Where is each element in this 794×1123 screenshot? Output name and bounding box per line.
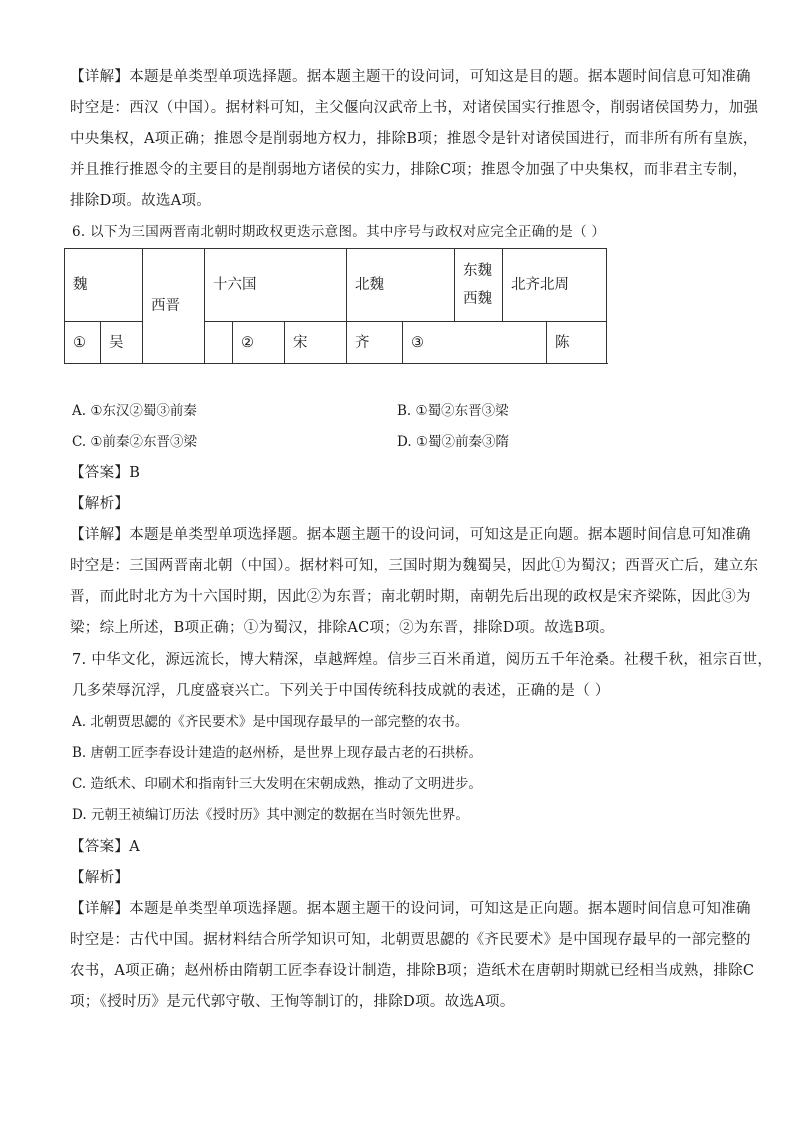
q7-analysis-label: 【解析】 (70, 870, 130, 886)
q5-explain-line: 【详解】本题是单类型单项选择题。据本题主题干的设问词，可知这是目的题。据本题时间信息可知准确 (70, 69, 751, 85)
cell-dongwei: 东魏 (463, 263, 492, 279)
q6-option-c: C. ①前秦②东晋③梁 (72, 434, 198, 450)
q5-explain-line: 并且推行推恩令的主要目的是削弱地方诸侯的实力，排除C项；推恩令加强了中央集权，而非君主专制， (70, 162, 748, 178)
q5-explain-line: 中央集权，A项正确；推恩令是削弱地方权力，排除B项；推恩令是针对诸侯国进行，而非所有所有皇族， (70, 131, 758, 147)
q6-stem: 6. 以下为三国两晋南北朝时期政权更迭示意图。其中序号与政权对应完全正确的是（ ） (72, 224, 606, 240)
q6-explain-line: 晋，而此时北方为十六国时期，因此②为东晋；南北朝时期，南朝先后出现的政权是宋齐梁陈，因此③为 (70, 589, 751, 605)
q6-option-a: A. ①东汉②蜀③前秦 (72, 403, 197, 419)
q6-explain-line: 【详解】本题是单类型单项选择题。据本题主题干的设问词，可知这是正向题。据本题时间信息可知准确 (70, 527, 751, 543)
cell-blank-3: ③ (403, 322, 547, 364)
cell-blank-2: ② (233, 322, 285, 364)
q6-explain-line: 时空是：三国两晋南北朝（中国）。据材料可知，三国时期为魏蜀吴，因此①为蜀汉；西晋灭亡后，建立东 (70, 558, 759, 574)
q7-answer: 【答案】A (70, 839, 140, 855)
q7-option-c: C. 造纸术、印刷术和指南针三大发明在宋朝成熟，推动了文明进步。 (72, 776, 482, 792)
q7-option-d: D. 元朝王祯编订历法《授时历》其中测定的数据在当时领先世界。 (72, 807, 469, 823)
q6-option-b: B. ①蜀②东晋③梁 (397, 403, 509, 419)
cell-song: 宋 (285, 322, 347, 364)
q7-option-b: B. 唐朝工匠李春设计建造的赵州桥，是世界上现存最古老的石拱桥。 (72, 745, 483, 761)
cell-beiqi-beizhou: 北齐北周 (503, 249, 607, 322)
cell-blank-1: ① (65, 322, 101, 364)
cell-dongwei-xiwei (455, 249, 503, 322)
q5-explain-line: 时空是：西汉（中国）。据材料可知，主父偃向汉武帝上书，对诸侯国实行推恩令，削弱诸侯国势力，加强 (70, 100, 759, 116)
cell-shiliuguo: 十六国 (205, 249, 347, 322)
q6-answer: 【答案】B (70, 465, 141, 481)
q7-option-a: A. 北朝贾思勰的《齐民要术》是中国现存最早的一部完整的农书。 (72, 714, 469, 730)
q7-stem-line: 7. 中华文化，源远流长，博大精深，卓越辉煌。信步三百米甬道，阅历五千年沧桑。社稷千秋，祖宗百世， (72, 652, 773, 668)
q5-explain-line: 排除D项。故选A项。 (70, 193, 212, 209)
q7-explain-line: 农书，A项正确；赵州桥由隋朝工匠李春设计制造，排除B项；造纸术在唐朝时期就已经相当成熟，排除C (70, 963, 755, 979)
cell-beiwei: 北魏 (347, 249, 455, 322)
cell-qi: 齐 (347, 322, 403, 364)
cell-xiwei: 西魏 (463, 291, 492, 307)
cell-wu: 吴 (101, 322, 143, 364)
cell-empty (205, 322, 233, 364)
q7-explain-line: 时空是：古代中国。据材料结合所学知识可知，北朝贾思勰的《齐民要术》是中国现存最早的一部完整的 (70, 932, 751, 948)
regime-table (64, 248, 607, 364)
q7-explain-line: 【详解】本题是单类型单项选择题。据本题主题干的设问词，可知这是正向题。据本题时间信息可知准确 (70, 901, 751, 917)
cell-xijin: 西晋 (143, 249, 205, 364)
q6-option-d: D. ①蜀②前秦③隋 (397, 434, 510, 450)
q6-analysis-label: 【解析】 (70, 496, 130, 512)
cell-chen: 陈 (547, 322, 607, 364)
q6-explain-line: 梁；综上所述，B项正确；①为蜀汉，排除AC项；②为东晋，排除D项。故选B项。 (70, 620, 615, 636)
cell-wei: 魏 (65, 249, 143, 322)
q7-stem-line: 几多荣辱沉浮，几度盛衰兴亡。下列关于中国传统科技成就的表述，正确的是（ ） (72, 683, 610, 699)
q7-explain-line: 项；《授时历》是元代郭守敬、王恂等制订的，排除D项。故选A项。 (70, 994, 515, 1010)
